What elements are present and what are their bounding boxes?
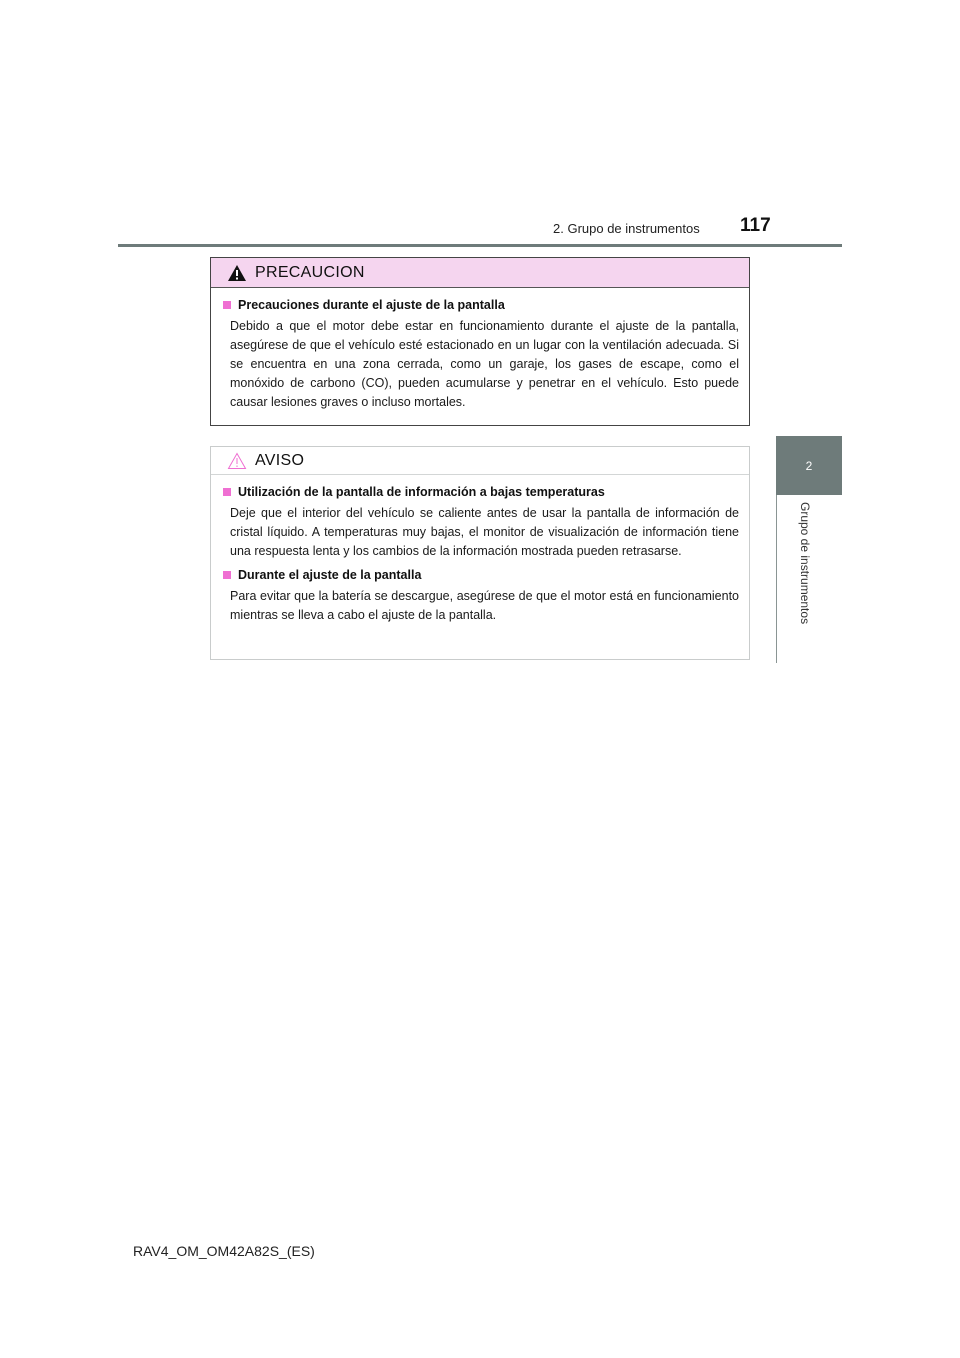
notice-item-heading bbox=[223, 485, 741, 499]
caution-title: PRECAUCION bbox=[255, 263, 365, 281]
caution-item-text: Debido a que el motor debe estar en funcionamiento durante el ajuste de la pantalla, asegúrese de que el vehículo esté estacionado en un lugar con la ventilación adecuada. Si se encuentra en una zona cerrada, como un garaje, los gases de escape, como el monóxido de carbono (CO), pueden acumularse y penetrar en el vehículo. Esto puede causar lesiones graves o incluso mortales. bbox=[230, 319, 739, 409]
caution-item-heading-text: Precauciones durante el ajuste de la pantalla bbox=[238, 298, 505, 312]
bullet-square-icon bbox=[223, 571, 231, 579]
document-id: RAV4_OM_OM42A82S_(ES) bbox=[133, 1243, 315, 1259]
warning-triangle-outline-icon bbox=[227, 452, 247, 470]
chapter-number: 2 bbox=[805, 458, 813, 473]
chapter-label: Grupo de instrumentos bbox=[798, 502, 812, 625]
warning-triangle-filled-icon bbox=[227, 264, 247, 282]
chapter-tab-line bbox=[776, 495, 777, 663]
notice-item-heading-text: Utilización de la pantalla de información a bajas temperaturas bbox=[238, 485, 605, 499]
caution-box bbox=[210, 257, 750, 426]
notice-box bbox=[210, 446, 750, 660]
notice-item-heading-text: Durante el ajuste de la pantalla bbox=[238, 568, 422, 582]
caution-body bbox=[211, 288, 749, 412]
notice-item-text: Deje que el interior del vehículo se caliente antes de usar la pantalla de información de cristal líquido. A temperaturas muy bajas, el monitor de visualización de información tiene una respuesta lenta y los cambios de la información mostrada pueden retrasarse. bbox=[230, 506, 739, 558]
caution-header bbox=[211, 258, 749, 288]
bullet-square-icon bbox=[223, 488, 231, 496]
notice-item-text: Para evitar que la batería se descargue, asegúrese de que el motor está en funcionamiento mientras se lleva a cabo el ajuste de la pantalla. bbox=[230, 589, 739, 622]
notice-item-heading bbox=[223, 568, 741, 582]
page-number: 117 bbox=[740, 215, 771, 236]
notice-header bbox=[211, 447, 749, 475]
caution-item-heading bbox=[223, 298, 741, 312]
header-divider bbox=[118, 244, 842, 247]
chapter-tab bbox=[776, 436, 842, 495]
notice-body bbox=[211, 475, 749, 625]
notice-title: AVISO bbox=[255, 451, 305, 469]
bullet-square-icon bbox=[223, 301, 231, 309]
section-title: 2. Grupo de instrumentos bbox=[553, 221, 700, 236]
